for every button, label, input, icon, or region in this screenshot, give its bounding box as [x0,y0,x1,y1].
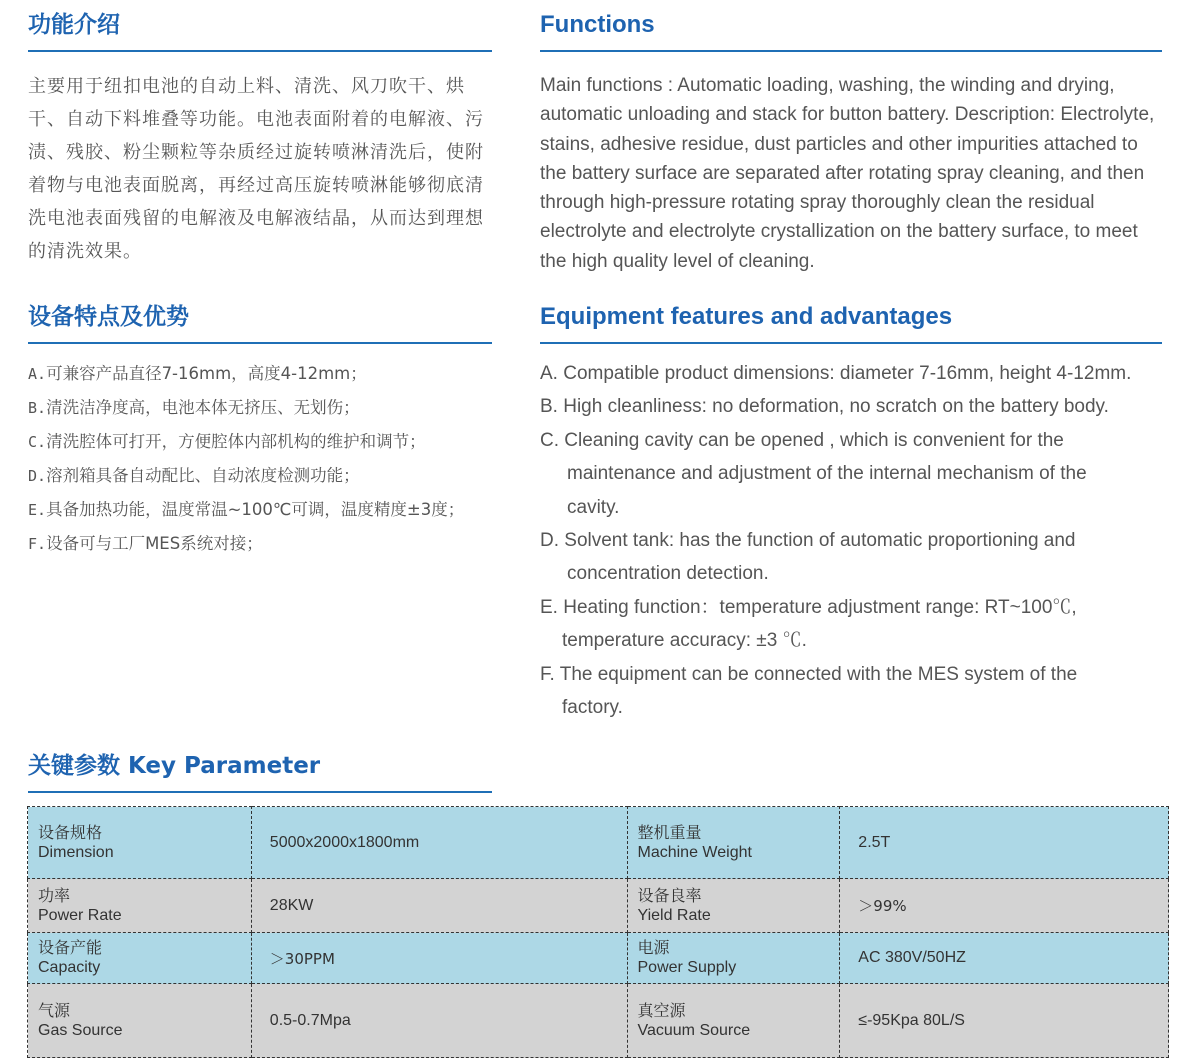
param-label: 设备规格 Dimension [28,807,252,879]
param-label: 设备良率 Yield Rate [627,879,840,933]
list-item: E.具备加热功能，温度常温~100℃可调，温度精度±3度； [28,500,465,519]
list-item: E. Heating function：temperature adjustment range: RT~100℃, temperature accuracy: ±3 ℃. [540,596,1077,652]
list-item: C.清洗腔体可打开，方便腔体内部机构的维护和调节； [28,432,426,451]
functions-en-text: Main functions : Automatic loading, washing, the winding and drying, automatic unloading and stack for button battery. Description: Electrolyte, stains, adhesive residue, dust particles and other impurities attached to the battery surface are separated after rotating spray cleaning, and then through high-pressure rotating spray thoroughly clean the residual electrolyte and electrolyte crystallization on the battery surface, to meet the high quality level of cleaning. [540,75,1155,272]
features-cn-section [28,303,492,561]
param-label: 真空源 Vacuum Source [627,984,840,1058]
features-cn-list [28,357,492,561]
param-value: 5000x2000x1800mm [251,807,627,879]
param-label: 气源 Gas Source [28,984,252,1058]
list-item: C. Cleaning cavity can be opened , which is convenient for the maintenance and adjustment of the internal mechanism of the cavity. [540,429,1087,518]
param-label: 电源 Power Supply [627,933,840,984]
param-value: 0.5-0.7Mpa [251,984,627,1058]
list-item: B.清洗洁净度高，电池本体无挤压、无划伤； [28,398,360,417]
features-cn-heading: 设备特点及优势 [28,303,492,344]
param-value: ＞99% [840,879,1169,933]
param-label: 整机重量 Machine Weight [627,807,840,879]
list-item: A. Compatible product dimensions: diameter 7-16mm, height 4-12mm. [540,363,1132,384]
param-value: 2.5T [840,807,1169,879]
features-en-list [540,357,1140,724]
list-item: A.可兼容产品直径7-16mm，高度4-12mm； [28,364,367,383]
functions-cn-text: 主要用于纽扣电池的自动上料、清洗、风刀吹干、烘干、自动下料堆叠等功能。电池表面附着的电解液、污渍、残胶、粉尘颗粒等杂质经过旋转喷淋清洗后，使附着物与电池表面脱离，再经过高压旋转喷淋能够彻底清洗电池表面残留的电解液及电解液结晶，从而达到理想的清洗效果。 [28,76,484,262]
param-label: 设备产能 Capacity [28,933,252,984]
table-row [28,879,1169,933]
features-en-heading: Equipment features and advantages [540,303,1162,344]
params-table [27,806,1169,1058]
functions-cn-section [28,11,492,268]
param-value: ≤-95Kpa 80L/S [840,984,1169,1058]
list-item: D.溶剂箱具备自动配比、自动浓度检测功能； [28,466,360,485]
list-item: F. The equipment can be connected with the MES system of the factory. [540,663,1078,719]
param-value: ＞30PPM [251,933,627,984]
params-section [28,752,492,793]
table-row [28,984,1169,1058]
param-label: 功率 Power Rate [28,879,252,933]
param-value: 28KW [251,879,627,933]
features-en-section [540,303,1162,724]
param-value: AC 380V/50HZ [840,933,1169,984]
table-row [28,807,1169,879]
functions-cn-heading: 功能介绍 [28,11,492,52]
list-item: D. Solvent tank: has the function of automatic proportioning and concentration detection. [540,530,1076,585]
table-row [28,933,1169,984]
functions-en-heading: Functions [540,11,1162,52]
params-heading: 关键参数 Key Parameter [28,752,492,793]
list-item: B. High cleanliness: no deformation, no scratch on the battery body. [540,396,1109,418]
list-item: F.设备可与工厂MES系统对接； [28,534,263,553]
functions-en-section [540,11,1162,276]
